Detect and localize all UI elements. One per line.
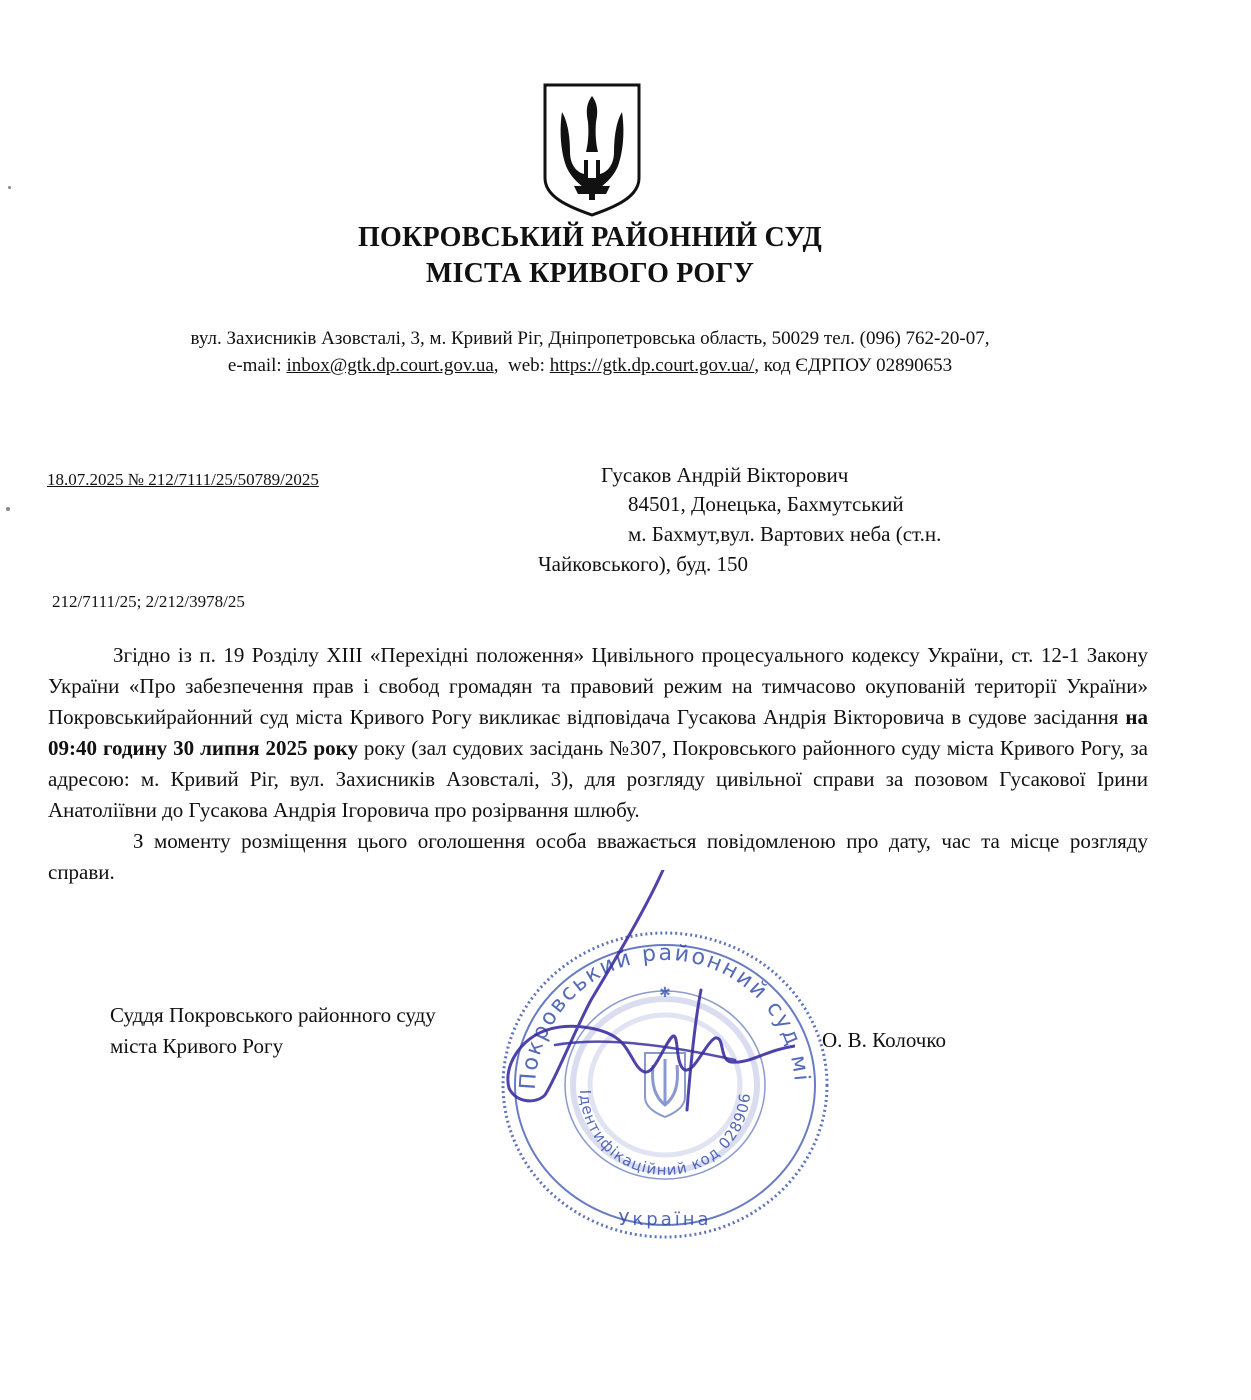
court-name-line1: ПОКРОВСЬКИЙ РАЙОННИЙ СУД	[358, 222, 822, 253]
web-link[interactable]: https://gtk.dp.court.gov.ua/	[549, 355, 755, 376]
addressee-line2: м. Бахмут,вул. Вартових неба (ст.н.	[628, 522, 942, 546]
handwritten-signature	[495, 870, 795, 1130]
email-label: e-mail:	[227, 355, 282, 376]
paragraph-1-start: Згідно із п. 19 Розділу XIII «Перехідні положення» Цивільного процесуального кодексу України, ст. 12-1 Закону України «Про забезпечення прав і свобод громадян та правовий режим на тимчасово окупованій території України» Покровськийрайонний суд міста Кривого Рогу викликає відповідача Гусакова Андрія Вікторовича в судове засідання	[48, 643, 1148, 729]
email-link[interactable]: inbox@gtk.dp.court.gov.ua	[286, 355, 494, 376]
paragraph-1-end: року (зал судових засідань №307, Покровського районного суду міста Кривого Рогу, за адресою: м. Кривий Ріг, вул. Захисників Азовсталі, 3), для розгляду цивільної справи за позовом Гусакової Ірини Анатоліївни до Гусакова Андрія Ігоровича про розірвання шлюбу.	[48, 736, 1148, 822]
hearing-datetime: на 09:40 годину 30 липня 2025 року	[48, 705, 1148, 760]
addressee-name: Гусаков Андрій Вікторович	[601, 463, 849, 487]
case-numbers: 212/7111/25; 2/212/3978/25	[52, 592, 245, 611]
addressee-line3: Чайковського), буд. 150	[538, 552, 748, 576]
web-label: web:	[508, 355, 545, 376]
edrpou-code: , код ЄДРПОУ 02890653	[754, 355, 953, 376]
addressee-line1: 84501, Донецька, Бахмутський	[628, 492, 904, 516]
notice-paragraph-1	[48, 640, 1148, 826]
stamp-outer-text: Покровський районний суд мі	[515, 940, 814, 1091]
notice-body	[48, 640, 1148, 888]
judge-name: О. В. Колочко	[822, 1028, 946, 1052]
judge-title-line2: міста Кривого Рогу	[110, 1034, 284, 1058]
stamp-inner-text: Ідентифікаційний код 028906	[575, 1089, 755, 1180]
court-contacts: e-mail: inbox@gtk.dp.court.gov.ua, web: https://gtk.dp.court.gov.ua/, код ЄДРПОУ 02890653	[227, 355, 953, 376]
scan-speck	[8, 186, 11, 189]
court-address: вул. Захисників Азовсталі, 3, м. Кривий Ріг, Дніпропетровська область, 50029 тел. (096) 762-20-07,	[190, 328, 990, 349]
judge-title-line1: Суддя Покровського районного суду	[110, 1003, 436, 1027]
svg-text:✱: ✱	[659, 986, 671, 1001]
scan-speck	[6, 507, 10, 511]
notice-paragraph-2: З моменту розміщення цього оголошення особа вважається повідомленою про дату, час та місце розгляду справи.	[48, 829, 1148, 884]
court-name-line2: МІСТА КРИВОГО РОГУ	[425, 258, 755, 289]
stamp-bottom-text: Україна	[618, 1209, 712, 1230]
coat-of-arms-icon	[542, 82, 642, 218]
outgoing-number: 18.07.2025 № 212/7111/25/50789/2025	[47, 470, 319, 489]
